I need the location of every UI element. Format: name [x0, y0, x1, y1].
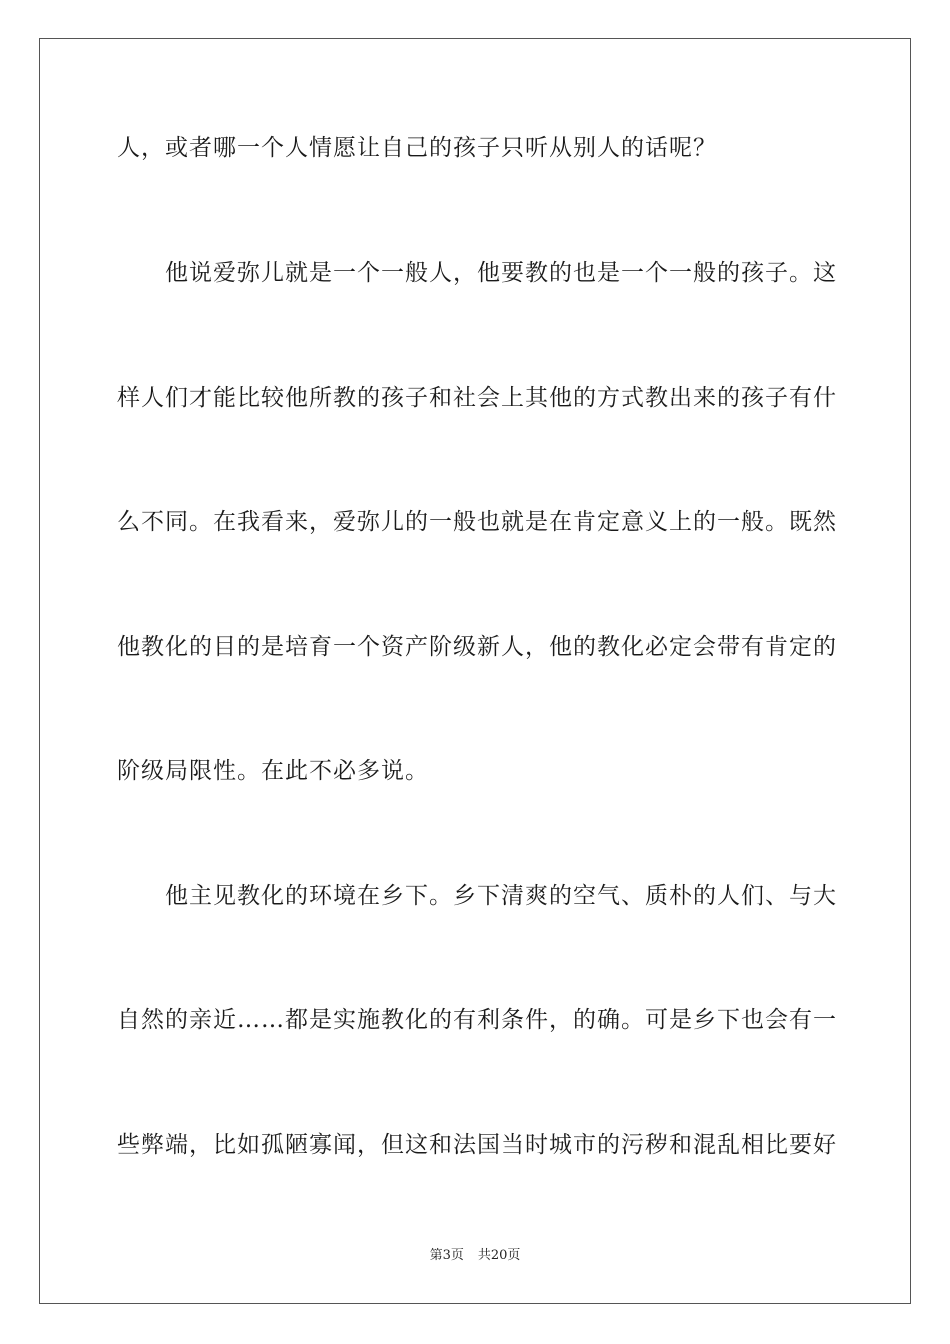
text-line: 些弊端，比如孤陋寡闻，但这和法国当时城市的污秽和混乱相比要好: [117, 1132, 837, 1158]
text-line: 他说爱弥儿就是一个一般人，他要教的也是一个一般的孩子。这: [117, 260, 837, 286]
page-total: 共20页: [477, 1248, 521, 1263]
page-border: [39, 38, 911, 1304]
page-footer: [0, 1247, 950, 1265]
text-line: 自然的亲近……都是实施教化的有利条件，的确。可是乡下也会有一: [117, 1007, 837, 1033]
text-line: 阶级局限性。在此不必多说。: [117, 758, 429, 784]
text-line: 么不同。在我看来，爱弥儿的一般也就是在肯定意义上的一般。既然: [117, 509, 837, 535]
text-line: 人，或者哪一个人情愿让自己的孩子只听从别人的话呢？: [117, 135, 717, 161]
text-line: 样人们才能比较他所教的孩子和社会上其他的方式教出来的孩子有什: [117, 385, 837, 411]
text-line: 他教化的目的是培育一个资产阶级新人，他的教化必定会带有肯定的: [117, 634, 837, 660]
text-line: 他主见教化的环境在乡下。乡下清爽的空气、质朴的人们、与大: [117, 883, 837, 909]
page-number: 第3页: [429, 1248, 464, 1263]
